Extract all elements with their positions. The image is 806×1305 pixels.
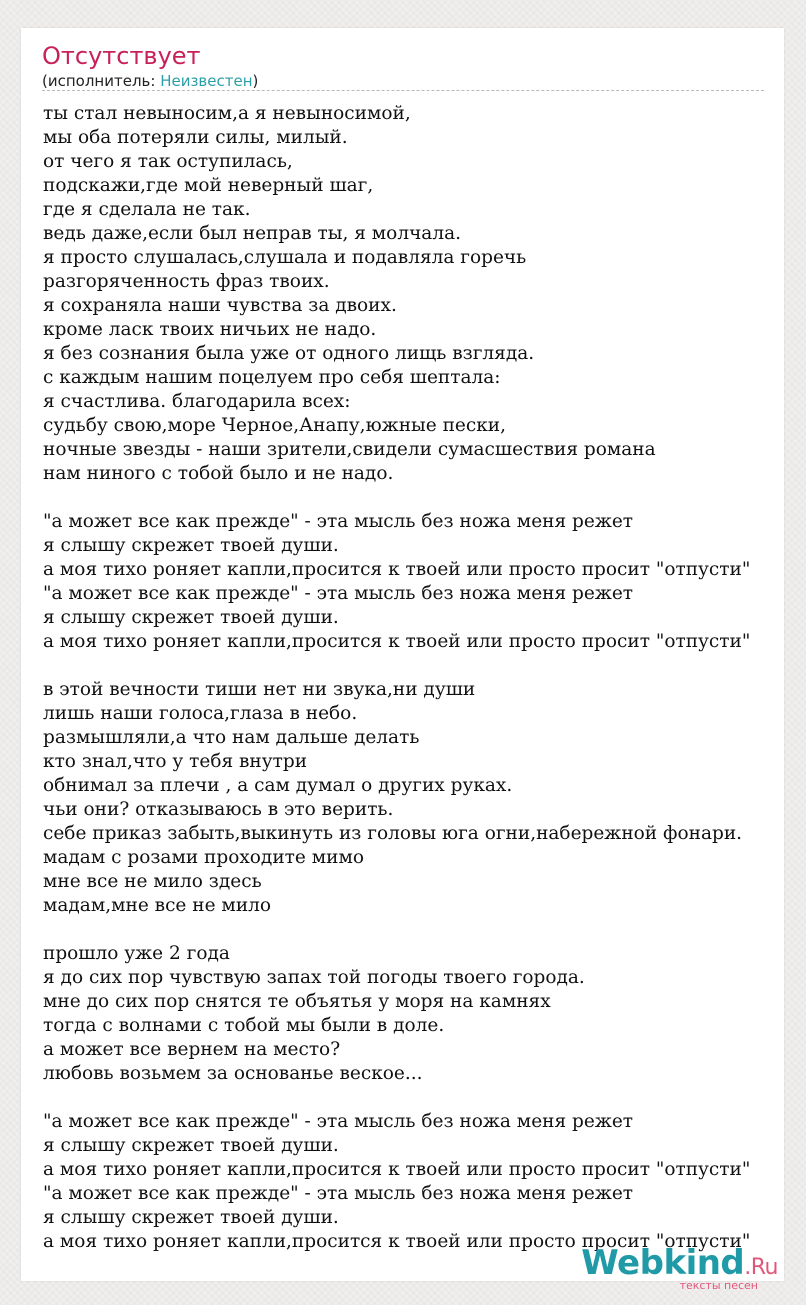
lyric-line: я слышу скрежет твоей души. xyxy=(43,1135,339,1156)
lyric-line: "а может все как прежде" - эта мысль без ножа меня режет xyxy=(43,583,634,604)
lyric-line: "а может все как прежде" - эта мысль без ножа меня режет xyxy=(43,1183,634,1204)
artist-suffix: ) xyxy=(252,72,259,90)
song-title: Отсутствует xyxy=(42,42,201,70)
lyric-line: от чего я так оступилась, xyxy=(43,151,293,172)
lyric-line: в этой вечности тиши нет ни звука,ни души xyxy=(43,679,476,700)
artist-prefix: (исполнитель: xyxy=(42,72,161,90)
stanza-break xyxy=(43,1086,784,1110)
artist-link[interactable]: Неизвестен xyxy=(160,72,253,90)
lyric-line: мне все не мило здесь xyxy=(43,871,262,892)
lyrics-text xyxy=(43,102,784,1254)
lyric-line: я просто слушалась,слушала и подавляла горечь xyxy=(43,247,527,268)
lyric-line: кто знал,что у тебя внутри xyxy=(43,751,308,772)
lyric-line: где я сделала не так. xyxy=(43,199,251,220)
lyric-line: ты стал невыносим,а я невыносимой, xyxy=(43,103,411,124)
lyric-line: любовь возьмем за основанье веское... xyxy=(43,1063,423,1084)
lyric-line: себе приказ забыть,выкинуть из головы юга огни,набережной фонари. xyxy=(43,823,743,844)
lyric-line: а моя тихо роняет капли,просится к твоей или просто просит "отпусти" xyxy=(43,559,751,580)
lyric-line: лишь наши голоса,глаза в небо. xyxy=(43,703,358,724)
lyric-line: ночные звезды - наши зрители,свидели сумасшествия романа xyxy=(43,439,656,460)
logo-tagline: тексты песен xyxy=(679,1279,758,1292)
lyric-line: кроме ласк твоих ничьих не надо. xyxy=(43,319,377,340)
lyric-line: обнимал за плечи , а сам думал о других руках. xyxy=(43,775,513,796)
lyric-line: я слышу скрежет твоей души. xyxy=(43,535,339,556)
lyrics-card xyxy=(21,28,784,1281)
stanza-break xyxy=(43,654,784,678)
logo-tld: .Ru xyxy=(744,1255,778,1280)
webkind-logo[interactable] xyxy=(581,1243,802,1299)
lyric-line: подскажи,где мой неверный шаг, xyxy=(43,175,374,196)
lyric-line: судьбу свою,море Черное,Анапу,южные пески, xyxy=(43,415,506,436)
lyric-line: а может все вернем на место? xyxy=(43,1039,341,1060)
lyric-line: мне до сих пор снятся те объятья у моря на камнях xyxy=(43,991,551,1012)
lyric-line: я без сознания была уже от одного лищь взгляда. xyxy=(43,343,535,364)
lyric-line: я слышу скрежет твоей души. xyxy=(43,1207,339,1228)
lyric-line: я сохраняла наши чувства за двоих. xyxy=(43,295,397,316)
lyric-line: я до сих пор чувствую запах той погоды твоего города. xyxy=(43,967,585,988)
lyric-line: а моя тихо роняет капли,просится к твоей или просто просит "отпусти" xyxy=(43,631,751,652)
lyric-line: размышляли,а что нам дальше делать xyxy=(43,727,420,748)
lyric-line: мадам,мне все не мило xyxy=(43,895,272,916)
lyric-line: с каждым нашим поцелуем про себя шептала: xyxy=(43,367,501,388)
stanza-break xyxy=(43,486,784,510)
lyric-line: ведь даже,если был неправ ты, я молчала. xyxy=(43,223,461,244)
lyric-line: разгоряченность фраз твоих. xyxy=(43,271,330,292)
lyric-line: тогда с волнами с тобой мы были в доле. xyxy=(43,1015,445,1036)
logo-word: Webkind xyxy=(581,1243,745,1283)
lyric-line: "а может все как прежде" - эта мысль без ножа меня режет xyxy=(43,1111,634,1132)
lyric-line: мы оба потеряли силы, милый. xyxy=(43,127,348,148)
lyric-line: мадам с розами проходите мимо xyxy=(43,847,364,868)
artist-line xyxy=(42,71,258,91)
lyric-line: я слышу скрежет твоей души. xyxy=(43,607,339,628)
title-divider xyxy=(42,90,764,91)
lyric-line: прошло уже 2 года xyxy=(43,943,230,964)
lyric-line: чьи они? отказываюсь в это верить. xyxy=(43,799,394,820)
lyric-line: "а может все как прежде" - эта мысль без ножа меня режет xyxy=(43,511,634,532)
lyric-line: нам ниного с тобой было и не надо. xyxy=(43,463,394,484)
lyric-line: а моя тихо роняет капли,просится к твоей или просто просит "отпусти" xyxy=(43,1231,751,1252)
lyric-line: я счастлива. благодарила всех: xyxy=(43,391,351,412)
lyric-line: а моя тихо роняет капли,просится к твоей или просто просит "отпусти" xyxy=(43,1159,751,1180)
stanza-break xyxy=(43,918,784,942)
